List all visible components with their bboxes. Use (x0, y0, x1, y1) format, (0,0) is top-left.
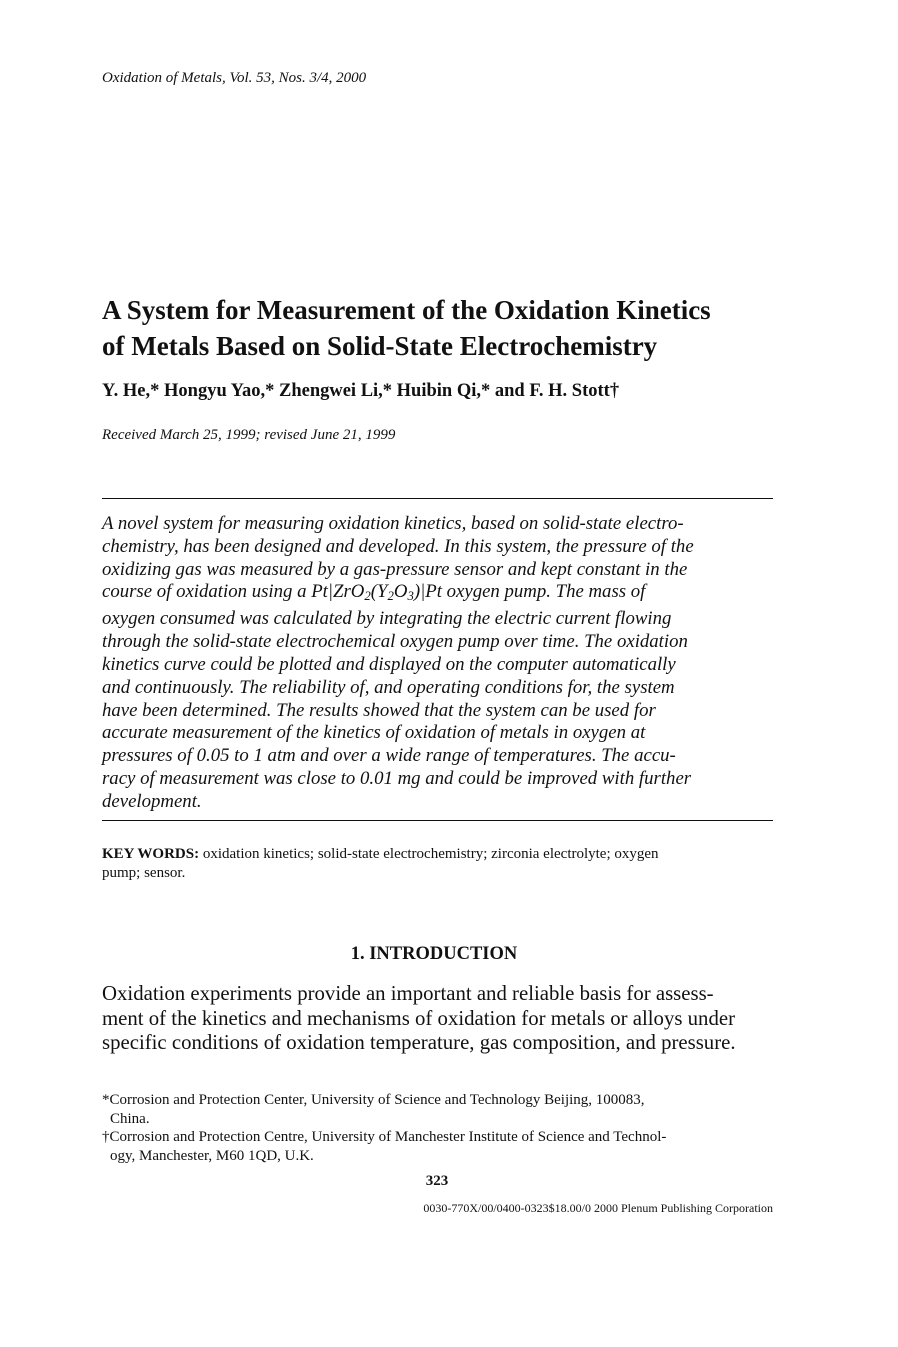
footnote-line: China. (110, 1110, 150, 1127)
keywords-label: KEY WORDS: (102, 846, 200, 862)
abstract-line: development. (102, 790, 202, 812)
journal-header: Oxidation of Metals, Vol. 53, Nos. 3/4, 2000 (102, 70, 367, 86)
abstract-line: racy of measurement was close to 0.01 mg and could be improved with further (102, 767, 692, 789)
footnote-line: ogy, Manchester, M60 1QD, U.K. (110, 1147, 314, 1164)
abstract-line: oxidizing gas was measured by a gas-pressure sensor and kept constant in the (102, 558, 688, 580)
paper-title (102, 292, 792, 364)
intro-line: ment of the kinetics and mechanisms of oxidation for metals or alloys under (102, 1006, 735, 1030)
footnote-line: *Corrosion and Protection Center, University of Science and Technology Beijing, 100083, (102, 1092, 645, 1108)
intro-paragraph (102, 982, 782, 1056)
abstract-line: oxygen consumed was calculated by integrating the electric current flowing (102, 608, 672, 630)
keywords-text: oxidation kinetics; solid-state electrochemistry; zirconia electrolyte; oxygen (202, 846, 659, 862)
footnote-line: †Corrosion and Protection Centre, University of Manchester Institute of Science and Technol- (102, 1129, 667, 1145)
abstract (102, 513, 767, 814)
abstract-line: kinetics curve could be plotted and displayed on the computer automatically (102, 653, 676, 675)
abstract-line: A novel system for measuring oxidation kinetics, based on solid-state electro- (102, 513, 684, 534)
keywords (102, 845, 773, 883)
abstract-line: accurate measurement of the kinetics of oxidation of metals in oxygen at (102, 722, 646, 744)
title-line: of Metals Based on Solid-State Electrochemistry (102, 331, 658, 361)
abstract-line: have been determined. The results showed that the system can be used for (102, 699, 656, 721)
received-dates: Received March 25, 1999; revised June 21, 1999 (102, 427, 396, 443)
copyright-line: 0030-770X/00/0400-0323$18.00/0 2000 Plenum Publishing Corporation (423, 1201, 773, 1215)
intro-line: specific conditions of oxidation temperature, gas composition, and pressure. (102, 1031, 736, 1054)
abstract-formula-line: course of oxidation using a $Pt|ZrO_2(Y_2O_3)|Pt$ oxygen pump. The mass of (102, 581, 646, 604)
abstract-line: pressures of 0.05 to 1 atm and over a wide range of temperatures. The accu- (102, 745, 676, 767)
abstract-line: and continuously. The reliability of, and operating conditions for, the system (102, 676, 675, 698)
abstract-line: through the solid-state electrochemical oxygen pump over time. The oxidation (102, 631, 688, 653)
footnotes (102, 1091, 777, 1165)
abstract-line: chemistry, has been designed and developed. In this system, the pressure of the (102, 535, 694, 557)
intro-line: Oxidation experiments provide an important and reliable basis for assess- (102, 982, 714, 1005)
section-heading: 1. INTRODUCTION (350, 944, 518, 964)
keywords-line (102, 845, 773, 864)
abstract-top-rule (102, 498, 773, 499)
page-number: 323 (425, 1173, 449, 1189)
keywords-line: pump; sensor. (102, 865, 186, 881)
title-line: A System for Measurement of the Oxidation Kinetics (102, 295, 711, 325)
abstract-bottom-rule (102, 820, 773, 821)
authors: Y. He,* Hongyu Yao,* Zhengwei Li,* Huibin Qi,* and F. H. Stott† (102, 381, 620, 401)
